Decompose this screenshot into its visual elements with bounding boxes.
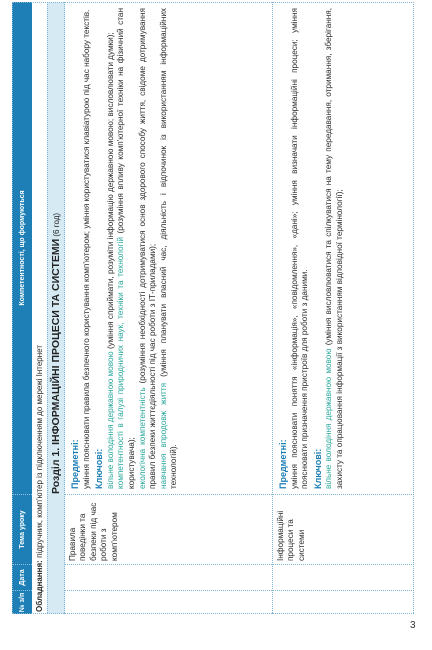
page-number: 3 (410, 620, 416, 631)
key-term: екологічна компетентність (137, 387, 147, 489)
cell-competencies (273, 2, 414, 494)
key-term: навчання впродовж життя (158, 382, 168, 489)
key-term: вільне володіння державною мовою (324, 348, 334, 489)
header-topic: Тема уроку (12, 494, 32, 564)
key-term-desc: (уміння висловлюватися та спілкуватися на тему передавання, отримання, зберігання, захисту та опрацювання інформації з використанням відповідної термінології); (324, 8, 344, 489)
section-title (48, 213, 64, 494)
rotated-table-page (12, 2, 414, 614)
key-term-desc: (розуміння необхідності дотримуватися основ здорового способу життя, свідоме дотримування правил безпеки життєдіяльності під час роботи з ІТ-приладами); (137, 8, 158, 489)
key-competencies-text (324, 8, 345, 489)
header-date: Дата (12, 564, 32, 590)
table-row (65, 2, 273, 614)
key-competencies-text (106, 8, 180, 489)
equipment-text: підручник, комп'ютер із підключенням до мережі Інтернет (35, 345, 44, 561)
equipment-line (34, 2, 46, 614)
key-term-desc: (уміння планувати власний час, діяльність і відпочинок із використанням інформаційних технологій). (158, 8, 179, 489)
header-number: № з/п (12, 590, 32, 614)
section-hours: (6 год) (52, 212, 61, 239)
cell-number (65, 590, 272, 614)
cell-number (273, 590, 414, 614)
section-band (47, 2, 65, 614)
key-term-desc: (розуміння впливу комп'ютерної техніки на фізичний стан користувача); (116, 7, 136, 489)
cell-competencies (65, 2, 272, 494)
subject-label: Предметні: (70, 439, 80, 489)
section-title-text: Розділ 1. ІНФОРМАЦІЙНІ ПРОЦЕСИ ТА СИСТЕМИ (50, 238, 62, 494)
cell-date (65, 564, 272, 590)
key-term-desc: (уміння сприймати, розуміти інформацію державною мовою; висловлювати думки); (105, 32, 115, 352)
key-label: Ключові: (312, 448, 323, 489)
header-competencies: Компетентності, що формуються (12, 2, 32, 494)
subject-text: уміння пояснювати правила безпечного користування комп'ютером; уміння користуватися клавіатурою під час набору текстів. (81, 9, 91, 489)
equipment-label: Обладнання: (35, 560, 44, 612)
key-term: компетентності в галузі природничих наук, техніки та технологій (116, 237, 126, 489)
subject-label: Предметні: (278, 439, 288, 489)
key-label: Ключові: (94, 448, 105, 489)
curriculum-table (12, 2, 414, 614)
cell-date (273, 564, 414, 590)
cell-topic: Правила поведінки та безпеки під час роботи з комп'ютером (65, 494, 272, 564)
key-term: вільне володіння державною мовою (105, 351, 115, 489)
cell-topic: Інформаційні процеси та системи (273, 494, 414, 564)
table-row (273, 2, 414, 614)
subject-text: уміння пояснювати поняття «інформація», «повідомлення», «дані»; уміння визначати інформаційні процеси; уміння пояснювати призначення пристроїв для роботи з даними. (289, 8, 310, 489)
